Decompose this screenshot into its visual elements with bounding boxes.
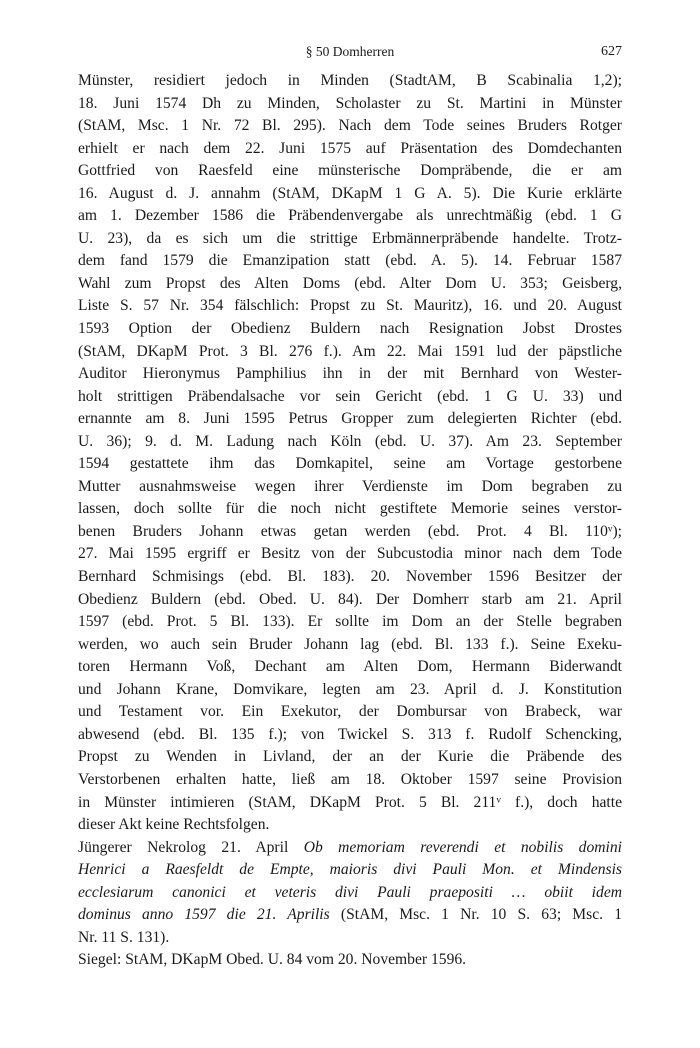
line-text: Mutter ausnahmsweise wegen ihrer Verdienste im Dom begraben zu bbox=[78, 477, 622, 495]
text-line bbox=[78, 228, 622, 251]
text-line bbox=[78, 679, 622, 702]
text-line bbox=[78, 634, 622, 657]
text-line bbox=[78, 408, 622, 431]
text-line bbox=[78, 769, 622, 792]
text-line bbox=[78, 363, 622, 386]
text-line bbox=[78, 273, 622, 296]
text-line bbox=[78, 611, 622, 634]
text-line bbox=[78, 431, 622, 454]
text-line bbox=[78, 386, 622, 409]
line-text: abwesend (ebd. Bl. 135 f.); von Twickel S. 313 f. Rudolf Schencking, bbox=[78, 725, 622, 743]
line-text: (StAM, Msc. 1 Nr. 72 Bl. 295). Nach dem Tode seines Bruders Rotger bbox=[78, 117, 622, 135]
line-italic-text: Ob memoriam reverendi et nobilis domini bbox=[303, 838, 622, 856]
text-line bbox=[78, 521, 622, 544]
line-text: erhielt er nach dem 22. Juni 1575 auf Präsentation des Domdechanten bbox=[78, 139, 622, 157]
line-text: lassen, doch sollte für die noch nicht gestiftete Memorie seines verstor- bbox=[78, 500, 622, 518]
line-text: am 1. Dezember 1586 die Präbendenvergabe als unrechtmäßig (ebd. 1 G bbox=[78, 207, 622, 225]
line-text: toren Hermann Voß, Dechant am Alten Dom, Hermann Biderwandt bbox=[78, 658, 622, 676]
line-text: dem fand 1579 die Emanzipation statt (ebd. A. 5). 14. Februar 1587 bbox=[78, 252, 622, 270]
line-text: Liste S. 57 Nr. 354 fälschlich: Propst zu St. Mauritz), 16. und 20. August bbox=[78, 297, 622, 315]
line-text: ernannte am 8. Juni 1595 Petrus Gropper zum delegierten Richter (ebd. bbox=[78, 410, 622, 428]
text-line bbox=[78, 453, 622, 476]
text-line bbox=[78, 949, 622, 972]
line-text: Siegel: StAM, DKapM Obed. U. 84 vom 20. November 1596. bbox=[78, 951, 467, 969]
text-line bbox=[78, 837, 622, 860]
text-line bbox=[78, 927, 622, 950]
text-line bbox=[78, 498, 622, 521]
text-line bbox=[78, 904, 622, 927]
line-text: benen Bruders Johann etwas getan werden (ebd. Prot. 4 Bl. 110ᵛ); bbox=[78, 522, 622, 540]
page-number: 627 bbox=[601, 44, 622, 59]
line-text: Wahl zum Propst des Alten Doms (ebd. Alter Dom U. 353; Geisberg, bbox=[78, 274, 622, 292]
line-text: Propst zu Wenden in Livland, der an der Kurie die Präbende des bbox=[78, 748, 622, 766]
text-line bbox=[78, 93, 622, 116]
line-text: Münster, residiert jedoch in Minden (StadtAM, B Scabinalia 1,2); bbox=[78, 72, 622, 89]
line-italic-text: Henrici a Raesfeldt de Empte, maioris divi Pauli Mon. et Mindensis bbox=[78, 861, 622, 879]
text-line bbox=[78, 115, 622, 138]
line-text: U. 23), da es sich um die strittige Erbmännerpräbende handelte. Trotz- bbox=[78, 229, 622, 247]
line-text: Verstorbenen erhalten hatte, ließ am 18. Oktober 1597 seine Provision bbox=[78, 770, 622, 788]
text-line bbox=[78, 543, 622, 566]
line-text: U. 36); 9. d. M. Ladung nach Köln (ebd. U. 37). Am 23. September bbox=[78, 432, 622, 450]
line-text: Jüngerer Nekrolog 21. April bbox=[78, 838, 304, 856]
line-text: und Testament vor. Ein Exekutor, der Dombursar von Brabeck, war bbox=[78, 703, 622, 721]
line-text: Obedienz Buldern (ebd. Obed. U. 84). Der Domherr starb am 21. April bbox=[78, 590, 622, 608]
text-line bbox=[78, 250, 622, 273]
line-trailing-text: (StAM, Msc. 1 Nr. 10 S. 63; Msc. 1 bbox=[329, 906, 623, 924]
text-line bbox=[78, 183, 622, 206]
line-text: und Johann Krane, Domvikare, legten am 23. April d. J. Konstitution bbox=[78, 680, 622, 698]
text-line bbox=[78, 138, 622, 161]
body-text bbox=[78, 70, 622, 972]
line-text: in Münster intimieren (StAM, DKapM Prot. 5 Bl. 211ᵛ f.), doch hatte bbox=[78, 793, 622, 811]
text-line bbox=[78, 205, 622, 228]
text-line bbox=[78, 724, 622, 747]
line-italic-text: dominus anno 1597 die 21. Aprilis bbox=[78, 906, 330, 924]
line-text: 16. August d. J. annahm (StAM, DKapM 1 G A. 5). Die Kurie erklärte bbox=[78, 184, 622, 202]
line-text: Nr. 11 S. 131). bbox=[78, 928, 170, 946]
line-text: 27. Mai 1595 ergriff er Besitz von der Subcustodia minor nach dem Tode bbox=[78, 545, 622, 563]
line-text: holt strittigen Präbendalsache vor sein Gericht (ebd. 1 G U. 33) und bbox=[78, 387, 622, 405]
line-text: dieser Akt keine Rechtsfolgen. bbox=[78, 816, 270, 834]
line-text: 1594 gestattete ihm das Domkapitel, seine am Vortage gestorbene bbox=[78, 455, 622, 473]
text-line bbox=[78, 70, 622, 93]
line-text: 1593 Option der Obedienz Buldern nach Resignation Jobst Drostes bbox=[78, 320, 622, 338]
text-line bbox=[78, 882, 622, 905]
text-line bbox=[78, 160, 622, 183]
text-line bbox=[78, 859, 622, 882]
line-text: werden, wo auch sein Bruder Johann lag (ebd. Bl. 133 f.). Seine Exeku- bbox=[78, 635, 622, 653]
running-header bbox=[78, 44, 622, 64]
line-italic-text: ecclesiarum canonici et veteris divi Pauli praepositi … obiit idem bbox=[78, 883, 622, 901]
text-line bbox=[78, 589, 622, 612]
line-text: 18. Juni 1574 Dh zu Minden, Scholaster zu St. Martini in Münster bbox=[78, 94, 622, 112]
text-line bbox=[78, 656, 622, 679]
text-line bbox=[78, 746, 622, 769]
text-line bbox=[78, 566, 622, 589]
line-text: Gottfried von Raesfeld eine münsterische Dompräbende, die er am bbox=[78, 162, 622, 180]
line-text: (StAM, DKapM Prot. 3 Bl. 276 f.). Am 22. Mai 1591 lud der päpstliche bbox=[78, 342, 622, 360]
text-line bbox=[78, 318, 622, 341]
line-text: 1597 (ebd. Prot. 5 Bl. 133). Er sollte im Dom an der Stelle begraben bbox=[78, 613, 622, 631]
text-line bbox=[78, 341, 622, 364]
text-line bbox=[78, 814, 622, 837]
text-line bbox=[78, 701, 622, 724]
line-text: Bernhard Schmisings (ebd. Bl. 183). 20. November 1596 Besitzer der bbox=[78, 568, 622, 586]
section-title: § 50 Domherren bbox=[305, 44, 395, 59]
text-line bbox=[78, 295, 622, 318]
text-line bbox=[78, 476, 622, 499]
text-line bbox=[78, 792, 622, 815]
line-text: Auditor Hieronymus Pamphilius ihn in der mit Bernhard von Wester- bbox=[78, 365, 622, 383]
